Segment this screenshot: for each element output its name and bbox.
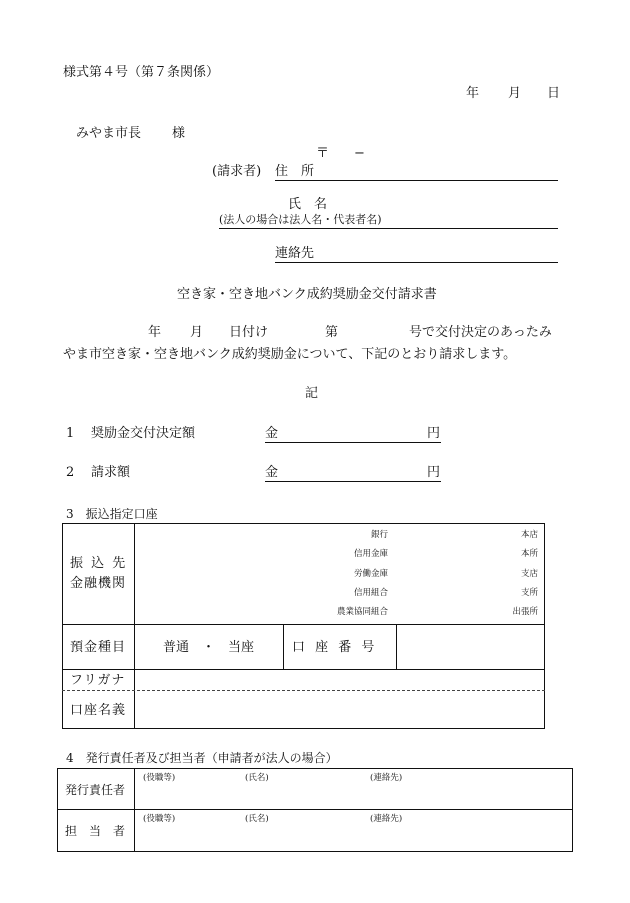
deposit-divider [283, 624, 284, 669]
body-year: 年 [148, 325, 162, 340]
addressee-honorific: 様 [172, 126, 186, 141]
name-line [219, 228, 558, 229]
address-line [275, 180, 558, 181]
document-title: 空き家・空き地バンク成約奨励金交付請求書 [177, 287, 437, 302]
responsible-row-2-contact: (連絡先) [370, 814, 403, 824]
ki-mark: 記 [305, 386, 319, 401]
account-name-label: 口座名義 [70, 703, 127, 718]
responsible-row-1-position: (役職等) [143, 773, 176, 783]
bank-table-row-divider [62, 624, 545, 625]
branch-type-head-office-alt: 本所 [520, 549, 538, 559]
form-number: 様式第４号（第７条関係） [63, 65, 220, 80]
furigana-label: フリガナ [70, 673, 126, 688]
responsible-row-2-position: (役職等) [143, 814, 176, 824]
body-dated: 日付け [229, 325, 269, 340]
item-2-unit: 円 [427, 465, 441, 480]
item-1-prefix: 金 [265, 426, 279, 441]
postal-mark: 〒 [316, 146, 330, 161]
bank-type-bank: 銀行 [370, 530, 388, 540]
branch-type-branch: 支店 [520, 569, 538, 579]
body-line-2: やま市空き家・空き地バンク成約奨励金について、下記のとおり請求します。 [63, 347, 517, 362]
institution-label-line-1: 振 込 先 [70, 556, 128, 571]
item-2-number: 2 [66, 465, 75, 480]
responsible-row-1-label: 発行責任者 [65, 783, 126, 797]
item-2-label: 請求額 [91, 465, 131, 480]
branch-type-sub-branch: 支所 [520, 588, 538, 598]
postal-dash: − [354, 146, 365, 161]
responsible-row-1-name: (氏名) [245, 773, 269, 783]
item-1-line [265, 442, 441, 443]
bank-table-label-divider [134, 523, 135, 729]
deposit-type-label: 預金種目 [70, 640, 127, 655]
responsible-row-2-label: 担 当 者 [65, 824, 126, 838]
responsible-label-divider [134, 768, 135, 852]
item-1-unit: 円 [427, 426, 441, 441]
bank-table-row-divider [62, 669, 545, 670]
item-1-number: 1 [66, 426, 75, 441]
date-year-label: 年 [466, 86, 480, 101]
branch-type-head-office: 本店 [520, 530, 538, 540]
contact-label: 連絡先 [275, 246, 315, 261]
bank-type-rokin: 労働金庫 [353, 569, 388, 579]
date-month-label: 月 [508, 86, 522, 101]
branch-type-agency: 出張所 [512, 607, 538, 617]
body-month: 月 [190, 325, 204, 340]
contact-line [275, 262, 558, 263]
responsible-section-title: 4 発行責任者及び担当者（申請者が法人の場合） [66, 751, 338, 765]
institution-label-line-2: 金融機関 [70, 576, 127, 591]
item-1-label: 奨励金交付決定額 [91, 426, 196, 441]
account-number-divider [396, 624, 397, 669]
account-number-label: 口 座 番 号 [292, 640, 378, 655]
address-label: 住 所 [275, 164, 315, 179]
bank-type-shinkumi: 信用組合 [353, 588, 388, 598]
bank-type-ja: 農業協同組合 [336, 607, 388, 617]
bank-type-shinkin: 信用金庫 [353, 549, 388, 559]
name-label: 氏 名 [288, 197, 328, 212]
item-2-prefix: 金 [265, 465, 279, 480]
body-number-suffix: 号で交付決定のあったみ [409, 325, 552, 340]
item-2-line [265, 481, 441, 482]
addressee-name: みやま市長 [76, 126, 142, 141]
date-day-label: 日 [547, 86, 561, 101]
applicant-role: (請求者) [212, 164, 262, 179]
deposit-type-options: 普通 ・ 当座 [163, 640, 255, 655]
responsible-row-1-contact: (連絡先) [370, 773, 403, 783]
furigana-divider [62, 690, 545, 691]
corp-note: (法人の場合は法人名・代表者名) [219, 213, 382, 226]
body-number-prefix: 第 [325, 325, 339, 340]
bank-section-title: 3 振込指定口座 [66, 507, 158, 521]
responsible-row-2-name: (氏名) [245, 814, 269, 824]
